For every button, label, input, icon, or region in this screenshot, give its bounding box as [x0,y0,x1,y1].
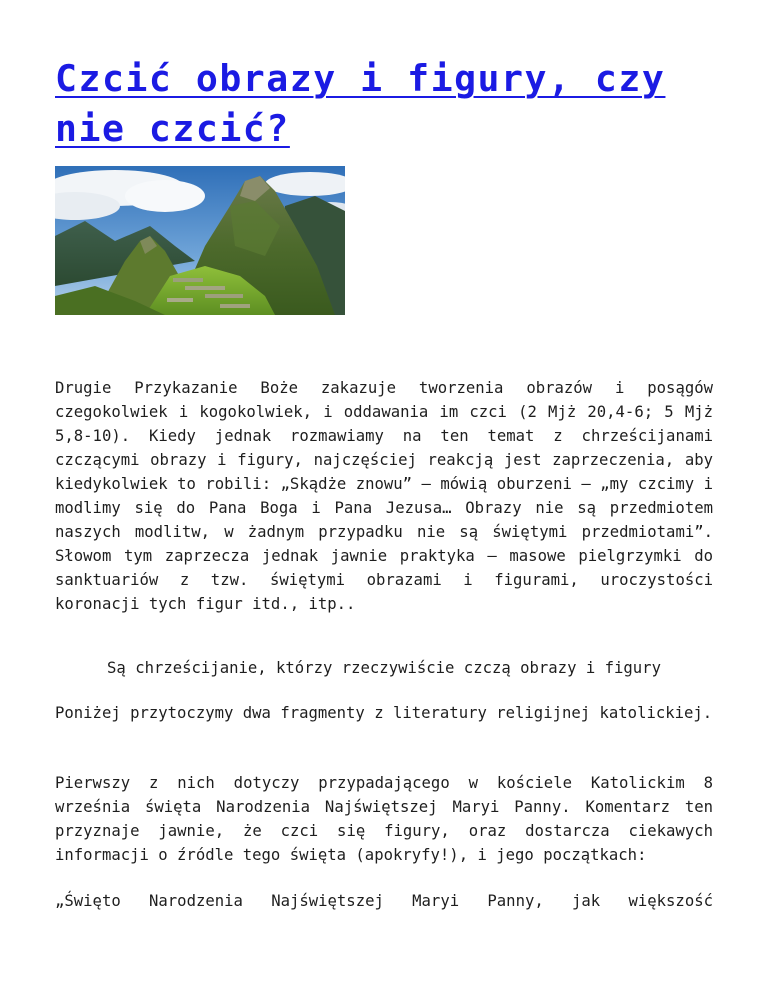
paragraph-quote-start: „Święto Narodzenia Najświętszej Maryi Panny, jak większość [55,892,713,910]
paragraph-intro: Drugie Przykazanie Boże zakazuje tworzenia obrazów i posągów czegokolwiek i kogokolwiek, i oddawania im czci (2 Mjż 20,4-6; 5 Mjż 5,8-10). Kiedy jednak rozmawiamy na ten temat z chrześcijanami czczącymi obrazy i figury, najczęściej reakcją jest zaprzeczenia, aby kiedykolwiek to robili: „Skądże znowu” – mówią oburzeni – „my czcimy i modlimy się do Pana Boga i Pana Jezusa… Obrazy nie są przedmiotem naszych modlitw, w żadnym przypadku nie są świętymi przedmiotami”. Słowom tym zaprzecza jednak jawnie praktyka – masowe pielgrzymki do sanktuariów z tzw. świętymi obrazami i figurami, uroczystości koronacji tych figur itd., itp.. [55,379,713,613]
mountain-landscape-image [55,166,345,315]
article-title-link[interactable]: Czcić obrazy i figury, czy nie czcić? [55,57,666,150]
article-title[interactable] [55,54,720,154]
paragraph-fragments: Poniżej przytoczymy dwa fragmenty z literatury religijnej katolickiej. [55,704,713,722]
section-subheading: Są chrześcijanie, którzy rzeczywiście czczą obrazy i figury [107,659,661,677]
paragraph-first-fragment: Pierwszy z nich dotyczy przypadającego w kościele Katolickim 8 września święta Narodzenia Najświętszej Maryi Panny. Komentarz ten przyznaje jawnie, że czci się figury, oraz dostarcza ciekawych informacji o źródle tego święta (apokryfy!), i jego początkach: [55,774,713,864]
